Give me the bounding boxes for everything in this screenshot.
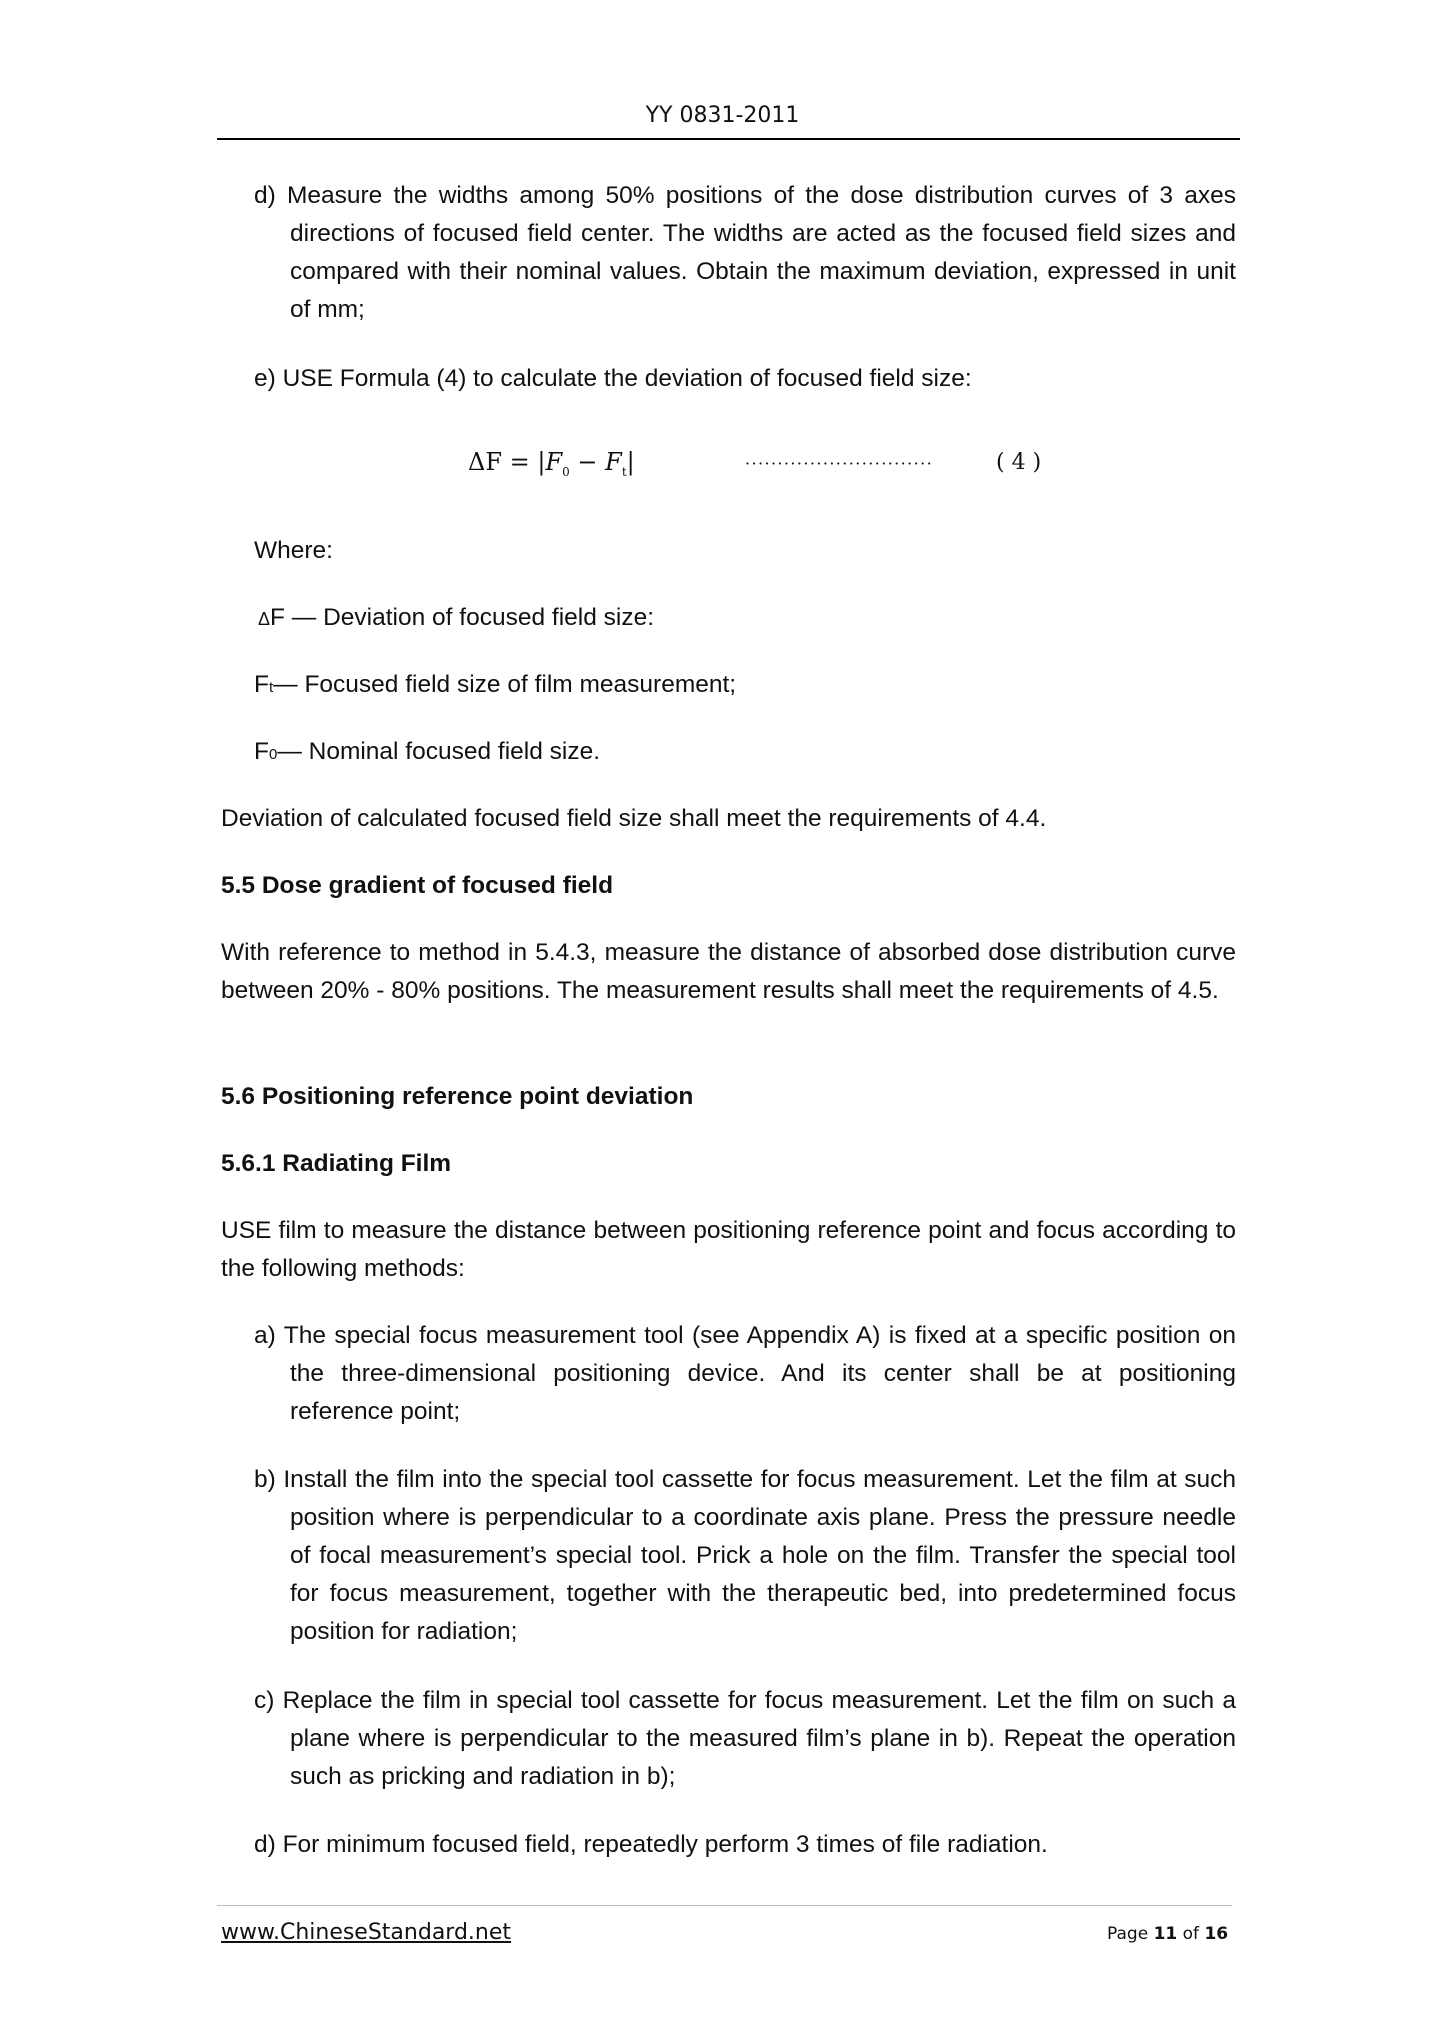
paragraph-deviation-requirement: Deviation of calculated focused field size shall meet the requirements of 4.4. xyxy=(221,805,1047,832)
page-current: 11 xyxy=(1153,1924,1178,1944)
list-item-a-fix-tool: a) The special focus measurement tool (see Appendix A) is fixed at a specific position on the three-dimensional positioning device. And its center shall be at positioning reference point; xyxy=(254,1322,1236,1425)
formula-lhs: ΔF xyxy=(468,448,502,476)
list-item-d-measure-widths: d) Measure the widths among 50% positions of the dose distribution curves of 3 axes directions of focused field center. The widths are acted as the focused field sizes and compared with their nominal values. Obtain the maximum deviation, expressed in unit of mm; xyxy=(254,182,1236,323)
document-code-header: YY 0831-2011 xyxy=(645,103,800,128)
section-heading-5-5: 5.5 Dose gradient of focused field xyxy=(221,872,614,899)
paragraph-5-5-body: With reference to method in 5.4.3, measure the distance of absorbed dose distribution curve between 20% - 80% positions. The measurement results shall meet the requirements of 4.5. xyxy=(221,939,1236,1004)
formula-sub-0: 0 xyxy=(562,464,570,479)
list-item-e-use-formula: e) USE Formula (4) to calculate the deviation of focused field size: xyxy=(254,365,972,392)
page-total: 16 xyxy=(1204,1924,1229,1944)
paragraph-5-6-1-intro: USE film to measure the distance between positioning reference point and focus according to the following methods: xyxy=(221,1217,1236,1282)
footer-divider xyxy=(217,1905,1232,1906)
formula-sub-t: t xyxy=(621,464,627,479)
formula-4: $\Delta F = |F_0 - F_t|$ xyxy=(468,448,635,479)
def-symbol-letter: F xyxy=(270,604,285,631)
list-item-d-minimum-field: d) For minimum focused field, repeatedly perform 3 times of file radiation. xyxy=(254,1831,1048,1858)
definition-ft xyxy=(254,666,736,707)
formula-equals: = xyxy=(509,448,530,476)
section-heading-5-6: 5.6 Positioning reference point deviation xyxy=(221,1083,694,1110)
page-of: of xyxy=(1182,1924,1200,1944)
formula-minus: − xyxy=(577,448,598,476)
def-subscript: 0 xyxy=(268,746,278,763)
def-text: — Nominal focused field size. xyxy=(277,738,601,765)
where-label: Where: xyxy=(254,537,333,564)
formula-var-f0: F xyxy=(545,448,563,476)
subsection-heading-5-6-1: 5.6.1 Radiating Film xyxy=(221,1150,452,1177)
header-divider xyxy=(217,138,1240,140)
list-item-b-install-film: b) Install the film into the special tool cassette for focus measurement. Let the film at such position where is perpendicular to a coordinate axis plane. Press the pressure needle of focal measurement’s special tool. Prick a hole on the film. Transfer the special tool for focus measurement, together with the therapeutic bed, into predetermined focus position for radiation; xyxy=(254,1466,1236,1645)
definition-delta-f xyxy=(258,599,654,638)
page-indicator xyxy=(1107,1924,1228,1944)
def-text: — Focused field size of film measurement; xyxy=(273,671,737,698)
footer-website-link[interactable]: www.ChineseStandard.net xyxy=(221,1920,512,1945)
def-subscript: t xyxy=(268,679,274,696)
def-symbol-letter: F xyxy=(254,738,269,765)
formula-var-ft: F xyxy=(605,448,622,476)
def-symbol-letter: F xyxy=(254,671,269,698)
delta-symbol: Δ xyxy=(258,609,271,629)
formula-number: ( 4 ) xyxy=(996,450,1042,475)
page-word: Page xyxy=(1107,1924,1149,1944)
definition-f0 xyxy=(254,733,600,774)
list-item-c-replace-film: c) Replace the film in special tool cassette for focus measurement. Let the film on such a plane where is perpendicular to the measured film’s plane in b). Repeat the operation such as pricking and radiation in b); xyxy=(254,1687,1236,1790)
def-text: — Deviation of focused field size: xyxy=(285,604,655,631)
formula-leader-dots: ····························· xyxy=(745,454,934,473)
